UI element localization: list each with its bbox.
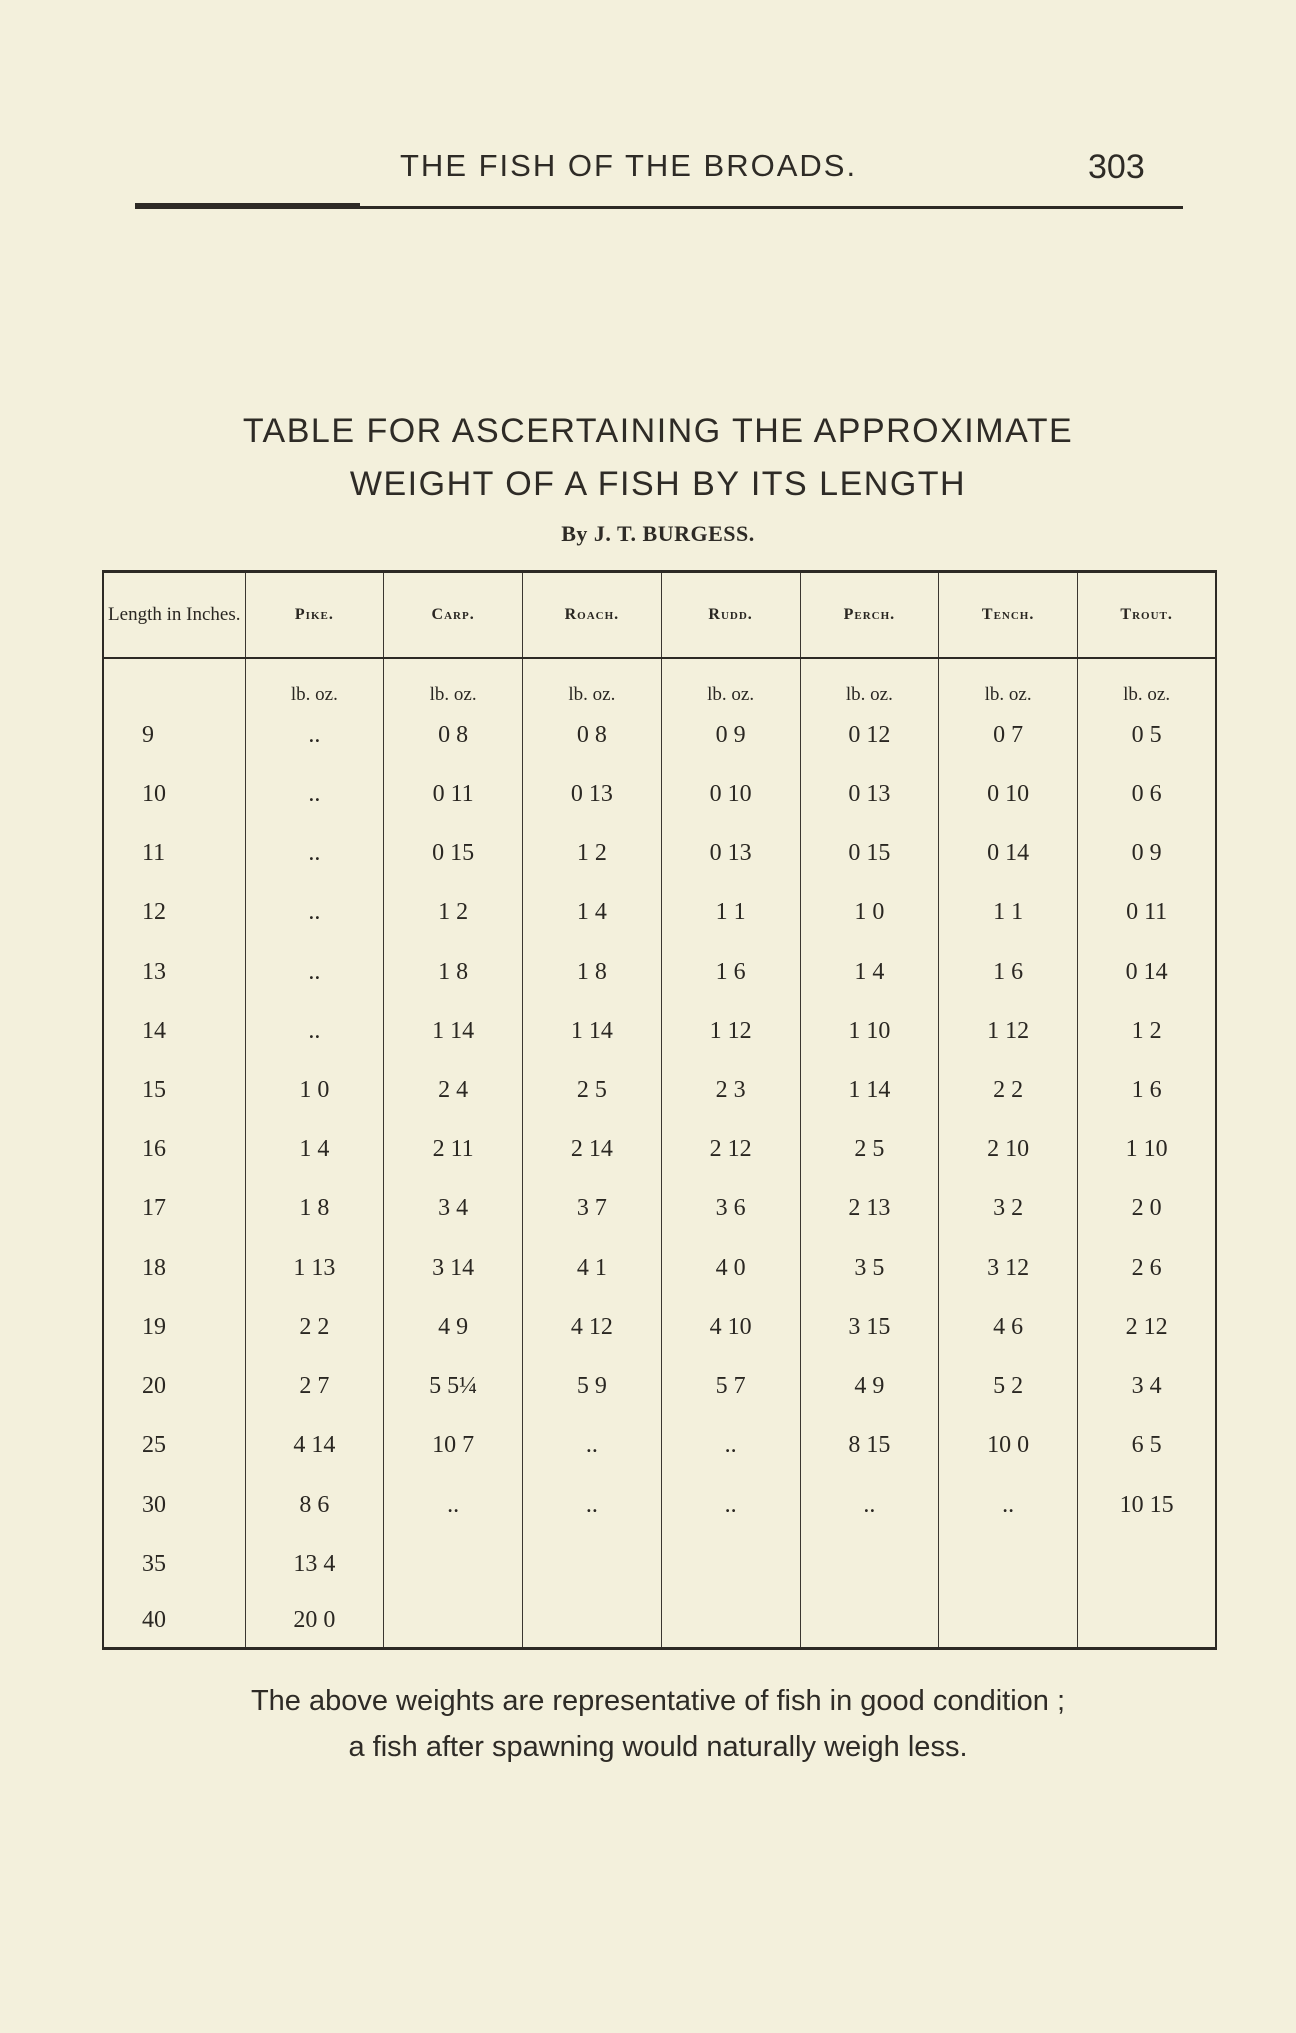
- footnote: [0, 1678, 1296, 1770]
- weight-cell: 3 14: [384, 1239, 523, 1298]
- weight-cell: 10 7: [384, 1416, 523, 1475]
- weight-cell: 1 8: [384, 942, 523, 1001]
- weight-cell: ..: [384, 1475, 523, 1534]
- table-row: [103, 1298, 1216, 1357]
- weight-cell: [523, 1535, 662, 1594]
- weight-cell: 8 6: [245, 1475, 384, 1534]
- length-cell: 10: [103, 765, 245, 824]
- weight-cell: 3 12: [939, 1239, 1078, 1298]
- byline: By J. T. BURGESS.: [561, 521, 755, 546]
- weight-cell: 1 14: [523, 1002, 662, 1061]
- weight-cell: 0 8: [384, 706, 523, 765]
- weight-cell: 2 2: [245, 1298, 384, 1357]
- weight-cell: 2 2: [939, 1061, 1078, 1120]
- table-row: [103, 1179, 1216, 1238]
- weight-cell: ..: [245, 824, 384, 883]
- weight-cell: 2 11: [384, 1120, 523, 1179]
- weight-cell: 3 5: [800, 1239, 939, 1298]
- length-cell: 11: [103, 824, 245, 883]
- weight-cell: 3 6: [661, 1179, 800, 1238]
- length-cell: 17: [103, 1179, 245, 1238]
- weight-cell: 4 9: [800, 1357, 939, 1416]
- column-header-roach: Roach.: [523, 572, 662, 659]
- weight-cell: 5 5¼: [384, 1357, 523, 1416]
- table-row: [103, 883, 1216, 942]
- weight-cell: 0 12: [800, 706, 939, 765]
- weight-cell: 1 14: [384, 1002, 523, 1061]
- length-cell: 13: [103, 942, 245, 1001]
- table-row: [103, 1416, 1216, 1475]
- weight-cell: 1 14: [800, 1061, 939, 1120]
- page-number: 303: [1088, 148, 1145, 186]
- weight-cell: 1 10: [1125, 1136, 1168, 1163]
- length-cell: 16: [103, 1120, 245, 1179]
- table-row: [103, 1475, 1216, 1534]
- weight-cell: ..: [245, 765, 384, 824]
- header-row: [103, 572, 1216, 659]
- weight-cell: 5 2: [939, 1357, 1078, 1416]
- weight-cell: [661, 1535, 800, 1594]
- units-row: [103, 658, 1216, 706]
- weight-cell: 2 12: [1125, 1313, 1168, 1340]
- units-cell: lb. oz.: [800, 658, 939, 706]
- table-row: [103, 706, 1216, 765]
- weight-cell: 4 14: [245, 1416, 384, 1475]
- weight-cell: 4 12: [523, 1298, 662, 1357]
- weight-cell: 2 14: [523, 1120, 662, 1179]
- table-row: [103, 1594, 1216, 1649]
- weight-cell: 5 9: [523, 1357, 662, 1416]
- weight-cell: 1 1: [661, 883, 800, 942]
- weight-cell: 0 15: [384, 824, 523, 883]
- weight-cell: 3 2: [939, 1179, 1078, 1238]
- weight-cell: 2 12: [661, 1120, 800, 1179]
- table-row: [103, 942, 1216, 1001]
- weight-cell: 4 0: [661, 1239, 800, 1298]
- weight-cell: 1 10: [800, 1002, 939, 1061]
- weight-cell: 3 4: [384, 1179, 523, 1238]
- weight-cell: 0 11: [1126, 899, 1168, 926]
- weight-cell: [523, 1594, 662, 1649]
- running-head: [0, 148, 1296, 188]
- weight-cell: 6 5: [1131, 1432, 1162, 1459]
- column-header-rudd: Rudd.: [661, 572, 800, 659]
- table-title-line-2: WEIGHT OF A FISH BY ITS LENGTH: [349, 465, 967, 503]
- weight-cell: 0 13: [800, 765, 939, 824]
- weight-cell: [661, 1594, 800, 1649]
- weight-cell: 1 2: [384, 883, 523, 942]
- weight-cell: 0 11: [384, 765, 523, 824]
- weight-cell: 2 5: [800, 1120, 939, 1179]
- length-cell: 14: [103, 1002, 245, 1061]
- weight-cell: 1 6: [1131, 1077, 1162, 1104]
- weight-cell: 1 8: [245, 1179, 384, 1238]
- weight-cell: [800, 1535, 939, 1594]
- units-cell: lb. oz.: [661, 658, 800, 706]
- units-cell-empty: [103, 658, 245, 706]
- weight-cell: 3 4: [1131, 1373, 1162, 1400]
- weight-cell: 0 6: [1131, 780, 1162, 807]
- length-cell: 18: [103, 1239, 245, 1298]
- table-row: [103, 1002, 1216, 1061]
- weight-cell: 2 4: [384, 1061, 523, 1120]
- length-cell: 20: [103, 1357, 245, 1416]
- column-header-carp: Carp.: [384, 572, 523, 659]
- units-cell: lb. oz.: [384, 658, 523, 706]
- weight-cell: 2 13: [800, 1179, 939, 1238]
- weight-cell: 1 6: [661, 942, 800, 1001]
- table-row: [103, 1239, 1216, 1298]
- weight-cell: 1 6: [939, 942, 1078, 1001]
- weight-cell: 13 4: [245, 1535, 384, 1594]
- table-row: [103, 1535, 1216, 1594]
- column-header-length: Length in Inches.: [103, 572, 245, 659]
- weight-cell: 1 13: [245, 1239, 384, 1298]
- weight-cell: ..: [939, 1475, 1078, 1534]
- weight-cell: 1 4: [245, 1120, 384, 1179]
- weight-cell: 2 3: [661, 1061, 800, 1120]
- weight-cell: 0 14: [939, 824, 1078, 883]
- weight-cell: 1 1: [939, 883, 1078, 942]
- length-cell: 15: [103, 1061, 245, 1120]
- weight-cell: [939, 1594, 1078, 1649]
- weight-cell: ..: [523, 1416, 662, 1475]
- weight-cell: 0 13: [661, 824, 800, 883]
- weight-cell: 0 5: [1131, 721, 1162, 748]
- weight-cell: 0 15: [800, 824, 939, 883]
- weight-cell: 0 10: [939, 765, 1078, 824]
- length-cell: 35: [103, 1535, 245, 1594]
- weight-cell: 2 7: [245, 1357, 384, 1416]
- weight-cell: 0 9: [1131, 840, 1162, 867]
- units-cell: lb. oz.: [1123, 683, 1171, 705]
- weight-cell: 3 7: [523, 1179, 662, 1238]
- weight-cell: 1 12: [661, 1002, 800, 1061]
- column-header-tench: Tench.: [939, 572, 1078, 659]
- units-cell: lb. oz.: [523, 658, 662, 706]
- weight-cell: 4 6: [939, 1298, 1078, 1357]
- weight-cell: [800, 1594, 939, 1649]
- table-row: [103, 1357, 1216, 1416]
- weight-cell: 2 0: [1131, 1195, 1162, 1222]
- weight-cell: ..: [661, 1475, 800, 1534]
- header-rule: [135, 206, 1183, 209]
- column-header-pike: Pike.: [245, 572, 384, 659]
- units-cell: lb. oz.: [939, 658, 1078, 706]
- weight-cell: 1 4: [800, 942, 939, 1001]
- length-cell: 12: [103, 883, 245, 942]
- table-row: [103, 765, 1216, 824]
- weight-cell: 1 0: [800, 883, 939, 942]
- weight-cell: 10 0: [939, 1416, 1078, 1475]
- weight-cell: 4 9: [384, 1298, 523, 1357]
- weight-cell: [1078, 1535, 1217, 1594]
- weight-cell: ..: [661, 1416, 800, 1475]
- weight-cell: ..: [245, 706, 384, 765]
- weight-cell: [384, 1594, 523, 1649]
- fish-weight-table: [102, 570, 1217, 1650]
- weight-cell: ..: [245, 942, 384, 1001]
- weight-cell: 0 7: [939, 706, 1078, 765]
- weight-cell: 1 2: [1131, 1017, 1162, 1044]
- weight-cell: 4 10: [661, 1298, 800, 1357]
- column-header-perch: Perch.: [800, 572, 939, 659]
- table-row: [103, 1120, 1216, 1179]
- length-cell: 9: [103, 706, 245, 765]
- weight-cell: 0 9: [661, 706, 800, 765]
- footnote-line-2: a fish after spawning would naturally weigh less.: [348, 1731, 968, 1763]
- units-cell: lb. oz.: [245, 658, 384, 706]
- weight-cell: ..: [800, 1475, 939, 1534]
- weight-cell: 2 10: [939, 1120, 1078, 1179]
- length-cell: 25: [103, 1416, 245, 1475]
- weight-cell: ..: [245, 883, 384, 942]
- weight-cell: 8 15: [800, 1416, 939, 1475]
- weight-cell: [1078, 1594, 1217, 1649]
- weight-cell: 4 1: [523, 1239, 662, 1298]
- weight-cell: [384, 1535, 523, 1594]
- weight-cell: 1 2: [523, 824, 662, 883]
- weight-cell: 10 15: [1119, 1491, 1174, 1518]
- weight-cell: 20 0: [245, 1594, 384, 1649]
- table-row: [103, 824, 1216, 883]
- table-title-line-1: TABLE FOR ASCERTAINING THE APPROXIMATE: [242, 412, 1074, 450]
- table-row: [103, 1061, 1216, 1120]
- table-body: [103, 658, 1216, 1649]
- length-cell: 19: [103, 1298, 245, 1357]
- weight-cell: 0 8: [523, 706, 662, 765]
- weight-cell: 0 10: [661, 765, 800, 824]
- length-cell: 40: [103, 1594, 245, 1649]
- weight-cell: 0 14: [1125, 958, 1168, 985]
- footnote-line-1: The above weights are representative of fish in good condition ;: [250, 1685, 1066, 1717]
- weight-cell: 1 8: [523, 942, 662, 1001]
- weight-cell: 0 13: [523, 765, 662, 824]
- weight-cell: 1 4: [523, 883, 662, 942]
- table-title: [0, 405, 1296, 511]
- weight-cell: 5 7: [661, 1357, 800, 1416]
- weight-cell: 2 6: [1131, 1254, 1162, 1281]
- weight-cell: 1 0: [245, 1061, 384, 1120]
- weight-cell: 3 15: [800, 1298, 939, 1357]
- weight-cell: 1 12: [939, 1002, 1078, 1061]
- running-title: THE FISH OF THE BROADS.: [400, 148, 858, 183]
- weight-cell: ..: [523, 1475, 662, 1534]
- weight-cell: ..: [245, 1002, 384, 1061]
- weight-cell: 2 5: [523, 1061, 662, 1120]
- length-cell: 30: [103, 1475, 245, 1534]
- weight-cell: [939, 1535, 1078, 1594]
- column-header-trout: Trout.: [1078, 572, 1217, 659]
